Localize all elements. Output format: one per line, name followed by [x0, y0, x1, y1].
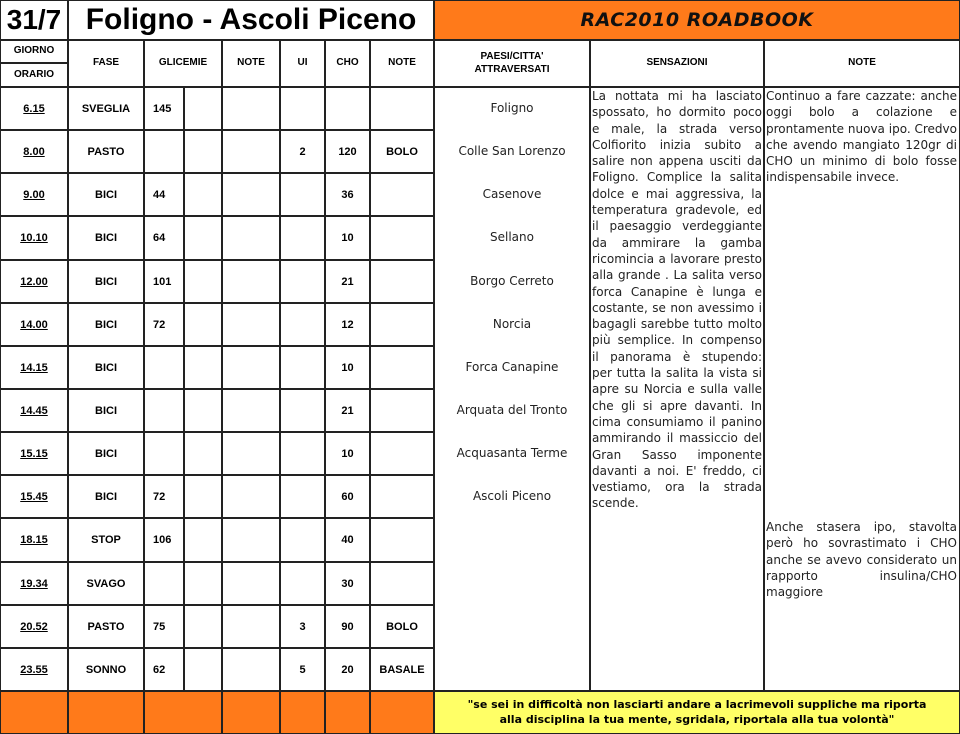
- ui-cell: 5: [280, 648, 325, 691]
- col-paesi: PAESI/CITTA' ATTRAVERSATI: [434, 40, 590, 87]
- time-cell: 18.15: [0, 518, 68, 562]
- ui-cell: [280, 475, 325, 518]
- time-cell: 15.15: [0, 432, 68, 475]
- glicemia-extra-cell: [184, 389, 222, 432]
- cho-cell: 10: [325, 346, 370, 389]
- note2-cell: BASALE: [370, 648, 434, 691]
- cho-cell: 30: [325, 562, 370, 605]
- route-title: Foligno - Ascoli Piceno: [68, 0, 434, 40]
- day-label: 31/7: [0, 0, 68, 40]
- town-item: Colle San Lorenzo: [458, 144, 566, 158]
- motto-quote: "se sei in difficoltà non lasciarti andare a lacrimevoli suppliche ma riporta alla disciplina la tua mente, sgridala, riportala alla tua volontà": [434, 691, 960, 734]
- ui-cell: [280, 87, 325, 130]
- glicemia-extra-cell: [184, 87, 222, 130]
- fase-cell: STOP: [68, 518, 144, 562]
- time-cell: 9.00: [0, 173, 68, 216]
- glicemia-extra-cell: [184, 216, 222, 260]
- town-item: Borgo Cerreto: [470, 274, 554, 288]
- fase-cell: BICI: [68, 303, 144, 346]
- footer-cell: [280, 691, 325, 734]
- note2-cell: BOLO: [370, 130, 434, 173]
- glicemia-cell: 145: [144, 87, 184, 130]
- ui-cell: [280, 346, 325, 389]
- note2-cell: [370, 432, 434, 475]
- fase-cell: BICI: [68, 475, 144, 518]
- roadbook-brand: RAC2010 ROADBOOK: [434, 0, 960, 40]
- col-note-1: NOTE: [222, 40, 280, 87]
- cho-cell: 12: [325, 303, 370, 346]
- note2-cell: [370, 87, 434, 130]
- glicemia-cell: 64: [144, 216, 184, 260]
- note2-cell: [370, 562, 434, 605]
- note-cell: [222, 260, 280, 303]
- note-cell: [222, 475, 280, 518]
- col-glicemie: GLICEMIE: [144, 40, 222, 87]
- glicemia-extra-cell: [184, 346, 222, 389]
- note-cell: [222, 130, 280, 173]
- ui-cell: [280, 173, 325, 216]
- time-cell: 12.00: [0, 260, 68, 303]
- note-cell: [222, 173, 280, 216]
- towns-list: [435, 87, 589, 691]
- time-cell: 19.34: [0, 562, 68, 605]
- town-item: Forca Canapine: [465, 360, 559, 374]
- fase-cell: SONNO: [68, 648, 144, 691]
- sensazioni-text: La nottata mi ha lasciato spossato, ho dormito poco e male, la strada verso Colfiorito inizia subito a salire non appena usciti da Foligno. Complice la salita dolce e mai aggressiva, la temperatura gradevole, ed il paesaggio verdeggiante da ammirare la gamba ricomincia a lavorare presto alla grande . La salita verso forca Canapine è lunga e costante, se non avessimo i bagagli sarebbe tutto molto più semplice. In compenso il panorama è stupendo: per tutta la salita la vista si apre su Norcia e sulla valle che gli si apre davanti. In cima consumiamo il panino ammirando il massiccio del Gran Sasso imponente davanti a noi. E' freddo, ci vestiamo, ora la strada scende.: [592, 89, 762, 511]
- time-cell: 8.00: [0, 130, 68, 173]
- town-item: Norcia: [492, 317, 532, 331]
- glicemia-extra-cell: [184, 648, 222, 691]
- note-cell: [222, 389, 280, 432]
- col-note-3: NOTE: [764, 40, 960, 87]
- cho-cell: 36: [325, 173, 370, 216]
- note-cell: [222, 562, 280, 605]
- ui-cell: [280, 518, 325, 562]
- glicemia-cell: 72: [144, 303, 184, 346]
- note2-cell: [370, 216, 434, 260]
- note2-cell: [370, 260, 434, 303]
- col-cho: CHO: [325, 40, 370, 87]
- footer-cell: [370, 691, 434, 734]
- glicemia-extra-cell: [184, 605, 222, 648]
- town-item: Ascoli Piceno: [472, 489, 552, 503]
- glicemia-extra-cell: [184, 173, 222, 216]
- time-cell: 6.15: [0, 87, 68, 130]
- note-cell: [222, 303, 280, 346]
- glicemia-cell: 106: [144, 518, 184, 562]
- town-item: Arquata del Tronto: [456, 403, 568, 417]
- cho-cell: 21: [325, 260, 370, 303]
- town-item: Foligno: [490, 101, 534, 115]
- glicemia-extra-cell: [184, 475, 222, 518]
- note2-cell: [370, 346, 434, 389]
- glicemia-cell: [144, 562, 184, 605]
- footer-cell: [144, 691, 222, 734]
- note-cell: [222, 648, 280, 691]
- note-cell: [222, 518, 280, 562]
- note-cell: [222, 346, 280, 389]
- col-fase: FASE: [68, 40, 144, 87]
- ui-cell: [280, 432, 325, 475]
- cho-cell: 90: [325, 605, 370, 648]
- note-cell: [222, 605, 280, 648]
- time-cell: 14.45: [0, 389, 68, 432]
- time-cell: 20.52: [0, 605, 68, 648]
- ui-cell: [280, 303, 325, 346]
- fase-cell: PASTO: [68, 605, 144, 648]
- glicemia-extra-cell: [184, 562, 222, 605]
- ui-cell: [280, 389, 325, 432]
- footer-cell: [222, 691, 280, 734]
- fase-cell: BICI: [68, 432, 144, 475]
- glicemia-cell: 101: [144, 260, 184, 303]
- note2-cell: [370, 173, 434, 216]
- fase-cell: SVEGLIA: [68, 87, 144, 130]
- fase-cell: SVAGO: [68, 562, 144, 605]
- cho-cell: 20: [325, 648, 370, 691]
- note-cell: [222, 432, 280, 475]
- glicemia-cell: [144, 432, 184, 475]
- fase-cell: BICI: [68, 389, 144, 432]
- col-note-2: NOTE: [370, 40, 434, 87]
- footer-cell: [68, 691, 144, 734]
- fase-cell: BICI: [68, 173, 144, 216]
- note-bottom-text: Anche stasera ipo, stavolta però ho sovrastimato i CHO anche se avevo considerato un rapporto insulina/CHO maggiore: [766, 520, 957, 600]
- fase-cell: PASTO: [68, 130, 144, 173]
- cho-cell: 40: [325, 518, 370, 562]
- note2-cell: [370, 303, 434, 346]
- glicemia-cell: 62: [144, 648, 184, 691]
- col-giorno: GIORNO: [0, 40, 68, 63]
- note-top-text: Continuo a fare cazzate: anche oggi bolo a colazione e prontamente nuova ipo. Credvo che avendo mangiato 120gr di CHO un minimo di bolo fosse indispensabile invece.: [766, 89, 957, 185]
- footer-cell: [325, 691, 370, 734]
- note-cell: [222, 87, 280, 130]
- cho-cell: 60: [325, 475, 370, 518]
- glicemia-extra-cell: [184, 260, 222, 303]
- col-ui: UI: [280, 40, 325, 87]
- glicemia-cell: 44: [144, 173, 184, 216]
- town-item: Casenove: [482, 187, 542, 201]
- time-cell: 14.00: [0, 303, 68, 346]
- fase-cell: BICI: [68, 216, 144, 260]
- note2-cell: [370, 389, 434, 432]
- glicemia-extra-cell: [184, 130, 222, 173]
- ui-cell: [280, 562, 325, 605]
- ui-cell: [280, 260, 325, 303]
- town-item: Sellano: [490, 230, 534, 244]
- town-item: Acquasanta Terme: [456, 446, 568, 460]
- note2-cell: BOLO: [370, 605, 434, 648]
- ui-cell: [280, 216, 325, 260]
- fase-cell: BICI: [68, 346, 144, 389]
- glicemia-cell: [144, 389, 184, 432]
- glicemia-cell: 72: [144, 475, 184, 518]
- time-cell: 14.15: [0, 346, 68, 389]
- note-cell: [222, 216, 280, 260]
- footer-cell: [0, 691, 68, 734]
- cho-cell: 10: [325, 432, 370, 475]
- note2-cell: [370, 518, 434, 562]
- glicemia-extra-cell: [184, 518, 222, 562]
- time-cell: 10.10: [0, 216, 68, 260]
- ui-cell: 2: [280, 130, 325, 173]
- cho-cell: [325, 87, 370, 130]
- col-sensazioni: SENSAZIONI: [590, 40, 764, 87]
- note2-cell: [370, 475, 434, 518]
- cho-cell: 21: [325, 389, 370, 432]
- cho-cell: 10: [325, 216, 370, 260]
- time-cell: 23.55: [0, 648, 68, 691]
- glicemia-extra-cell: [184, 303, 222, 346]
- time-cell: 15.45: [0, 475, 68, 518]
- cho-cell: 120: [325, 130, 370, 173]
- glicemia-cell: 75: [144, 605, 184, 648]
- glicemia-extra-cell: [184, 432, 222, 475]
- fase-cell: BICI: [68, 260, 144, 303]
- glicemia-cell: [144, 346, 184, 389]
- glicemia-cell: [144, 130, 184, 173]
- ui-cell: 3: [280, 605, 325, 648]
- col-orario: ORARIO: [0, 63, 68, 87]
